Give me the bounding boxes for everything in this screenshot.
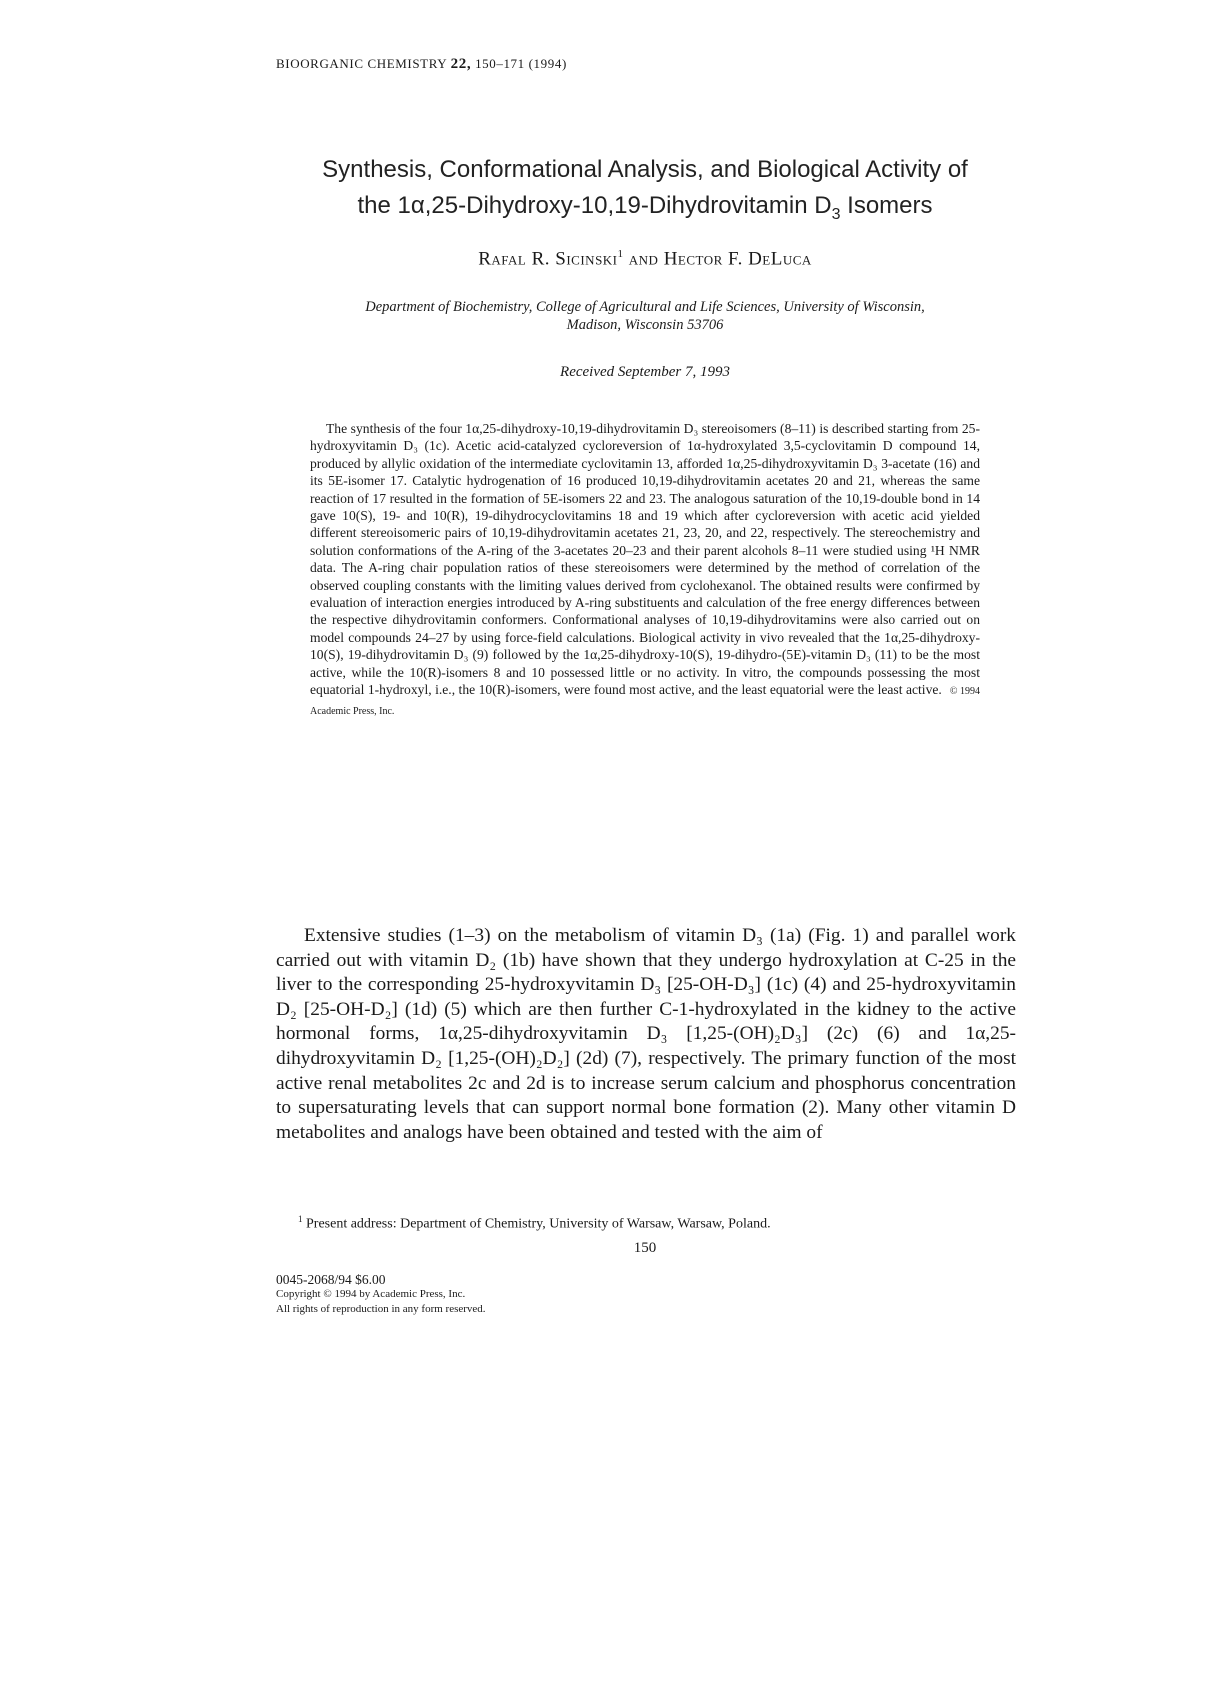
footnote-mark: 1: [298, 1214, 303, 1224]
running-header: [276, 56, 567, 73]
abstract-text: The synthesis of the four 1α,25-dihydroxy-10,19-dihydrovitamin D₃ stereoisomers (8–11) is described starting from 25-hydroxyvitamin D₃ (1c). Acetic acid-catalyzed cycloreversion of 1α-hydroxylated 3,5-cyclovitamin D compound 14, produced by allylic oxidation of the intermediate cyclovitamin 13, afforded 1α,25-dihydroxyvitamin D₃ 3-acetate (16) and its 5E-isomer 17. Catalytic hydrogenation of 16 produced 10,19-dihydrovitamin acetates 20 and 21, whereas the same reaction of 17 resulted in the formation of 5E-isomers 22 and 23. The analogous saturation of the 10,19-double bond in 14 gave 10(S), 19- and 10(R), 19-dihydrocyclovitamins 18 and 19 which after cycloreversion with acetic acid yielded different stereoisomeric pairs of 10,19-dihydrovitamin acetates 21, 23, 20, and 22, respectively. The stereochemistry and solution conformations of the A-ring of the 3-acetates 20–23 and their parent alcohols 8–11 were studied using ¹H NMR data. The A-ring chair population ratios of these stereoisomers were determined by the method of correlation of the observed coupling constants with the limiting values derived from cyclohexanol. The obtained results were confirmed by evaluation of interaction energies introduced by A-ring substituents and calculation of the free energy differences between the respective dihydrovitamin conformers. Conformational analyses of 10,19-dihydrovitamins were also carried out on model compounds 24–27 by using force-field calculations. Biological activity in vivo revealed that the 1α,25-dihydroxy-10(S), 19-dihydrovitamin D₃ (9) followed by the 1α,25-dihydroxy-10(S), 19-dihydro-(5E)-vitamin D₃ (11) to be the most active, while the 10(R)-isomers 8 and 10 possessed little or no activity. In vitro, the compounds possessing the most equatorial 1-hydroxyl, i.e., the 10(R)-isomers, were found most active, and the least equatorial were the least active.: [310, 421, 980, 698]
price-code: 0045-2068/94 $6.00: [276, 1272, 386, 1287]
author-1-footnote-mark: 1: [617, 248, 624, 260]
abstract: [310, 420, 980, 720]
front-matter: [276, 1272, 486, 1317]
abstract-copyright: © 1994 Academic Press, Inc.: [310, 686, 980, 717]
body-paragraph: Extensive studies (1–3) on the metabolism of vitamin D₃ (1a) (Fig. 1) and parallel work carried out with vitamin D₂ (1b) have shown that they undergo hydroxylation at C-25 in the liver to the corresponding 25-hydroxyvitamin D₃ [25-OH-D₃] (1c) (4) and 25-hydroxyvitamin D₂ [25-OH-D₂] (1d) (5) which are then further C-1-hydroxylated in the kidney to the active hormonal forms, 1α,25-dihydroxyvitamin D₃ [1,25-(OH)₂D₃] (2c) (6) and 1α,25-dihydroxyvitamin D₂ [1,25-(OH)₂D₂] (2d) (7), respectively. The primary function of the most active renal metabolites 2c and 2d is to increase serum calcium and phosphorus concentration to supersaturating levels that can support normal bone formation (2). Many other vitamin D metabolites and analogs have been obtained and tested with the aim of: [276, 925, 1016, 1143]
affiliation-line-1: Department of Biochemistry, College of Agricultural and Life Sciences, University of Wisconsin,: [365, 299, 925, 315]
rights-statement: All rights of reproduction in any form reserved.: [276, 1303, 486, 1315]
author-1: Rafal R. Sicinski: [478, 248, 618, 270]
author-list: [200, 248, 1090, 270]
affiliation-line-2: Madison, Wisconsin 53706: [566, 317, 724, 333]
journal-name: BIOORGANIC CHEMISTRY: [276, 56, 447, 71]
footnote: [276, 1214, 1016, 1233]
page-number: 150: [633, 1240, 657, 1256]
title-line-2-suffix: Isomers: [840, 192, 933, 219]
author-2: Hector F. DeLuca: [663, 248, 812, 270]
journal-volume: 22,: [450, 56, 472, 72]
author-connector: and: [623, 248, 664, 270]
received-date: Received September 7, 1993: [560, 364, 730, 380]
title-line-2-subscript: 3: [831, 205, 841, 223]
title-line-2-prefix: the 1α,25-Dihydroxy-10,19-Dihydrovitamin D: [357, 192, 832, 219]
publisher-copyright: Copyright © 1994 by Academic Press, Inc.: [276, 1288, 466, 1300]
journal-pages-year: 150–171 (1994): [475, 56, 567, 71]
affiliation: [260, 298, 1030, 334]
title-line-1: Synthesis, Conformational Analysis, and Biological Activity of: [322, 156, 968, 183]
title-line-2: [200, 188, 1090, 233]
paper-title: [200, 152, 1090, 233]
footnote-text: Present address: Department of Chemistry, University of Warsaw, Warsaw, Poland.: [302, 1216, 771, 1232]
